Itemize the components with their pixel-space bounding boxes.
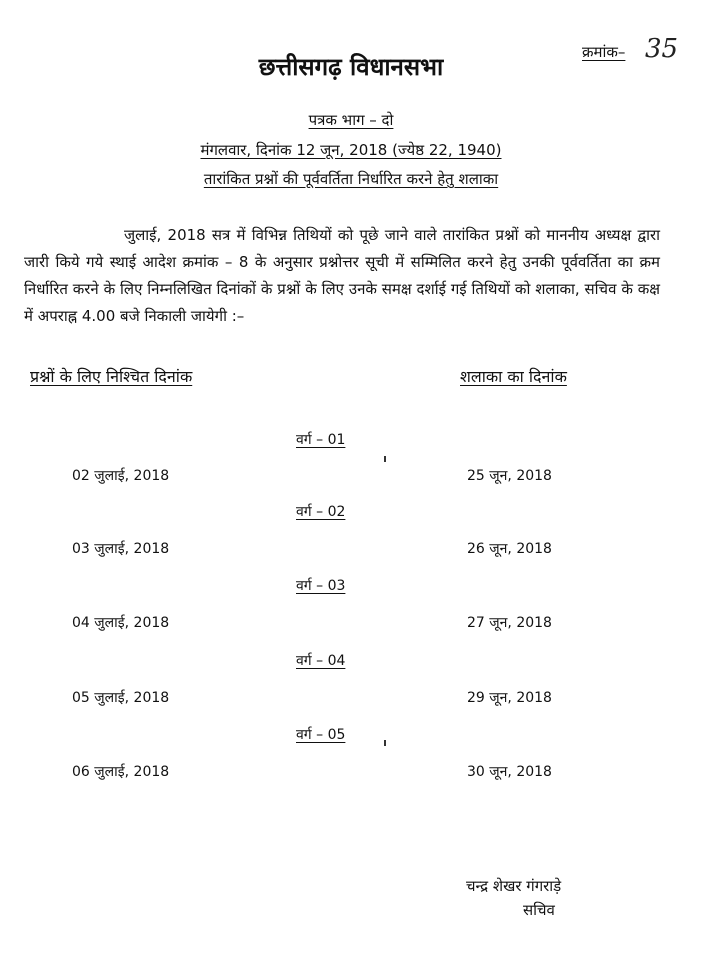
group-label: वर्ग – 02 — [296, 504, 346, 520]
part-heading — [0, 110, 702, 130]
lottery-date: 27 जून, 2018 — [467, 615, 552, 631]
body-paragraph — [24, 222, 660, 330]
document-title: छत्तीसगढ़ विधानसभा — [258, 53, 444, 81]
column-header-question-date: प्रश्नों के लिए निश्चित दिनांक — [30, 367, 193, 386]
group-label: वर्ग – 05 — [296, 727, 346, 743]
question-date: 05 जुलाई, 2018 — [72, 690, 170, 706]
part-heading-text: पत्रक भाग – दो — [308, 111, 394, 129]
question-date: 04 जुलाई, 2018 — [72, 615, 170, 631]
serial-label: क्रमांक– — [582, 43, 626, 61]
lottery-date: 26 जून, 2018 — [467, 541, 552, 557]
subject-heading-text: तारांकित प्रश्नों की पूर्ववर्तिता निर्धारित करने हेतु शलाका — [203, 170, 499, 188]
group-label: वर्ग – 01 — [296, 432, 346, 448]
signatory-designation: सचिव — [523, 901, 555, 919]
group-label: वर्ग – 04 — [296, 653, 346, 669]
lottery-date: 29 जून, 2018 — [467, 690, 552, 706]
question-date: 02 जुलाई, 2018 — [72, 468, 170, 484]
lottery-date: 25 जून, 2018 — [467, 468, 552, 484]
date-line — [0, 140, 702, 160]
subject-heading — [0, 169, 702, 189]
lottery-date: 30 जून, 2018 — [467, 764, 552, 780]
tick-mark — [384, 456, 386, 462]
signatory-name: चन्द्र शेखर गंगराड़े — [466, 877, 562, 895]
tick-mark — [384, 740, 386, 746]
question-date: 03 जुलाई, 2018 — [72, 541, 170, 557]
column-header-lottery-date: शलाका का दिनांक — [460, 367, 567, 386]
question-date: 06 जुलाई, 2018 — [72, 764, 170, 780]
group-label: वर्ग – 03 — [296, 578, 346, 594]
date-line-text: मंगलवार, दिनांक 12 जून, 2018 (ज्येष्ठ 22, 1940) — [200, 141, 502, 159]
body-paragraph-text: जुलाई, 2018 सत्र में विभिन्न तिथियों को पूछे जाने वाले तारांकित प्रश्नों को माननीय अध्यक्ष द्वारा जारी किये गये स्थाई आदेश क्रमांक – 8 के अनुसार प्रश्नोत्तर सूची में सम्मिलित करने हेतु उनकी पूर्ववर्तिता का क्रम निर्धारित करने के लिए निम्नलिखित दिनांकों के प्रश्नों के लिए उनके समक्ष दर्शाई गई तिथियों को शलाका, सचिव के कक्ष में अपराह्न 4.00 बजे निकाली जायेगी :– — [24, 226, 660, 325]
serial-number: 35 — [645, 34, 679, 64]
